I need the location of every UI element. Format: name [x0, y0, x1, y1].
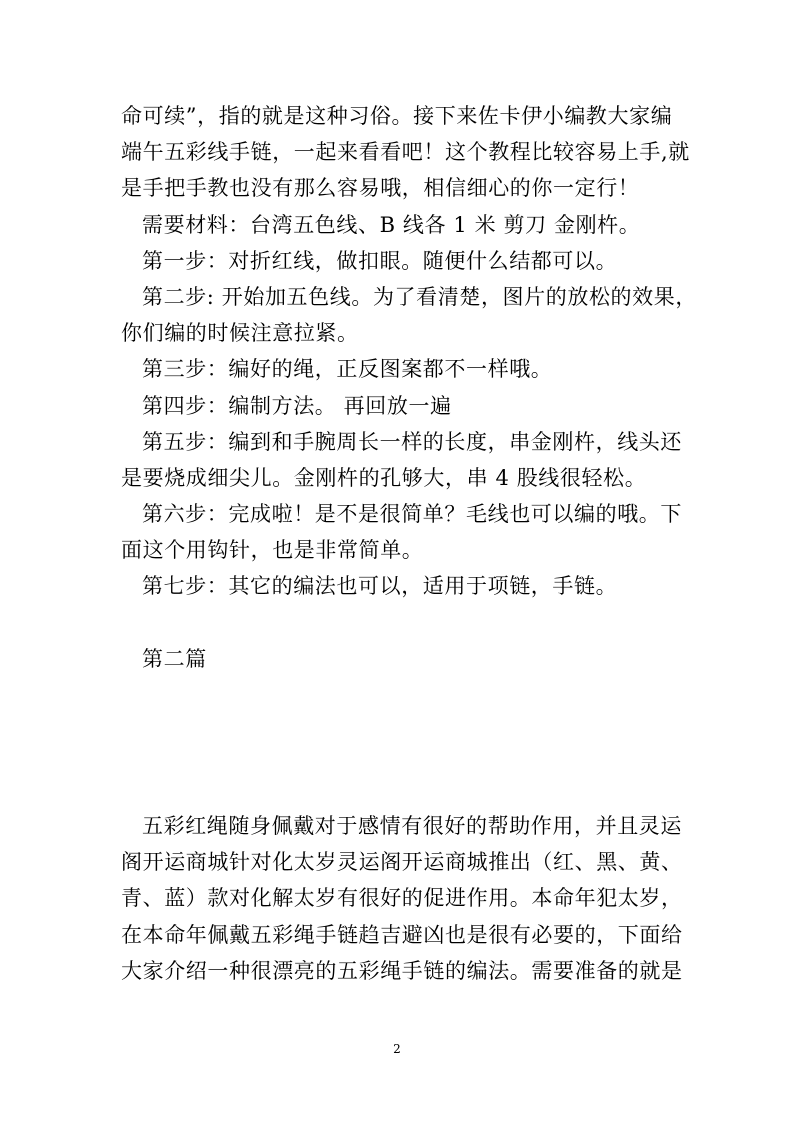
text-line: 五彩红绳随身佩戴对于感情有很好的帮助作用，并且灵运 [142, 814, 682, 838]
text-line: 面这个用钩针，也是非常简单。 [121, 538, 424, 563]
text-line: 青、蓝）款对化解太岁有很好的促进作用。本命年犯太岁， [121, 886, 683, 911]
page-number: 2 [393, 1042, 401, 1056]
step-2-line: 第二步: 开始加五色线。为了看清楚，图片的放松的效果， [142, 284, 697, 309]
step-1-line: 第一步：对折红线，做扣眼。随便什么结都可以。 [142, 248, 618, 273]
section-heading: 第二篇 [142, 646, 207, 671]
text-line: 端午五彩线手链，一起来看看吧！这个教程比较容易上手,就 [121, 140, 690, 165]
text-line: 阁开运商城针对化太岁灵运阁开运商城推出（红、黑、黄、 [121, 850, 683, 875]
step-7-line: 第七步：其它的编法也可以，适用于项链，手链。 [142, 574, 618, 599]
text-line: 在本命年佩戴五彩绳手链趋吉避凶也是很有必要的，下面给 [121, 922, 683, 947]
step-3-line: 第三步：编好的绳，正反图案都不一样哦。 [142, 357, 553, 382]
text-line: 是要烧成细尖儿。金刚杵的孔够大，串 4 股线很轻松。 [121, 465, 647, 490]
step-5-line: 第五步：编到和手腕周长一样的长度，串金刚杵，线头还 [142, 429, 682, 454]
text-line: 你们编的时候注意拉紧。 [121, 321, 359, 346]
body-text [121, 98, 697, 677]
text-line: 是手把手教也没有那么容易哦，相信细心的你一定行！ [121, 176, 640, 201]
materials-line: 需要材料：台湾五色线、B 线各 1 米 剪刀 金刚杵。 [142, 212, 641, 237]
blank-line [121, 605, 681, 641]
text-line: 命可续”，指的就是这种习俗。接下来佐卡伊小编教大家编 [121, 104, 673, 128]
step-6-line: 第六步：完成啦！是不是很简单？毛线也可以编的哦。下 [142, 502, 682, 527]
step-4-line: 第四步：编制方法。 再回放一遍 [142, 393, 452, 418]
text-line: 大家介绍一种很漂亮的五彩绳手链的编法。需要准备的就是 [121, 958, 683, 983]
section-2-body [121, 808, 681, 989]
